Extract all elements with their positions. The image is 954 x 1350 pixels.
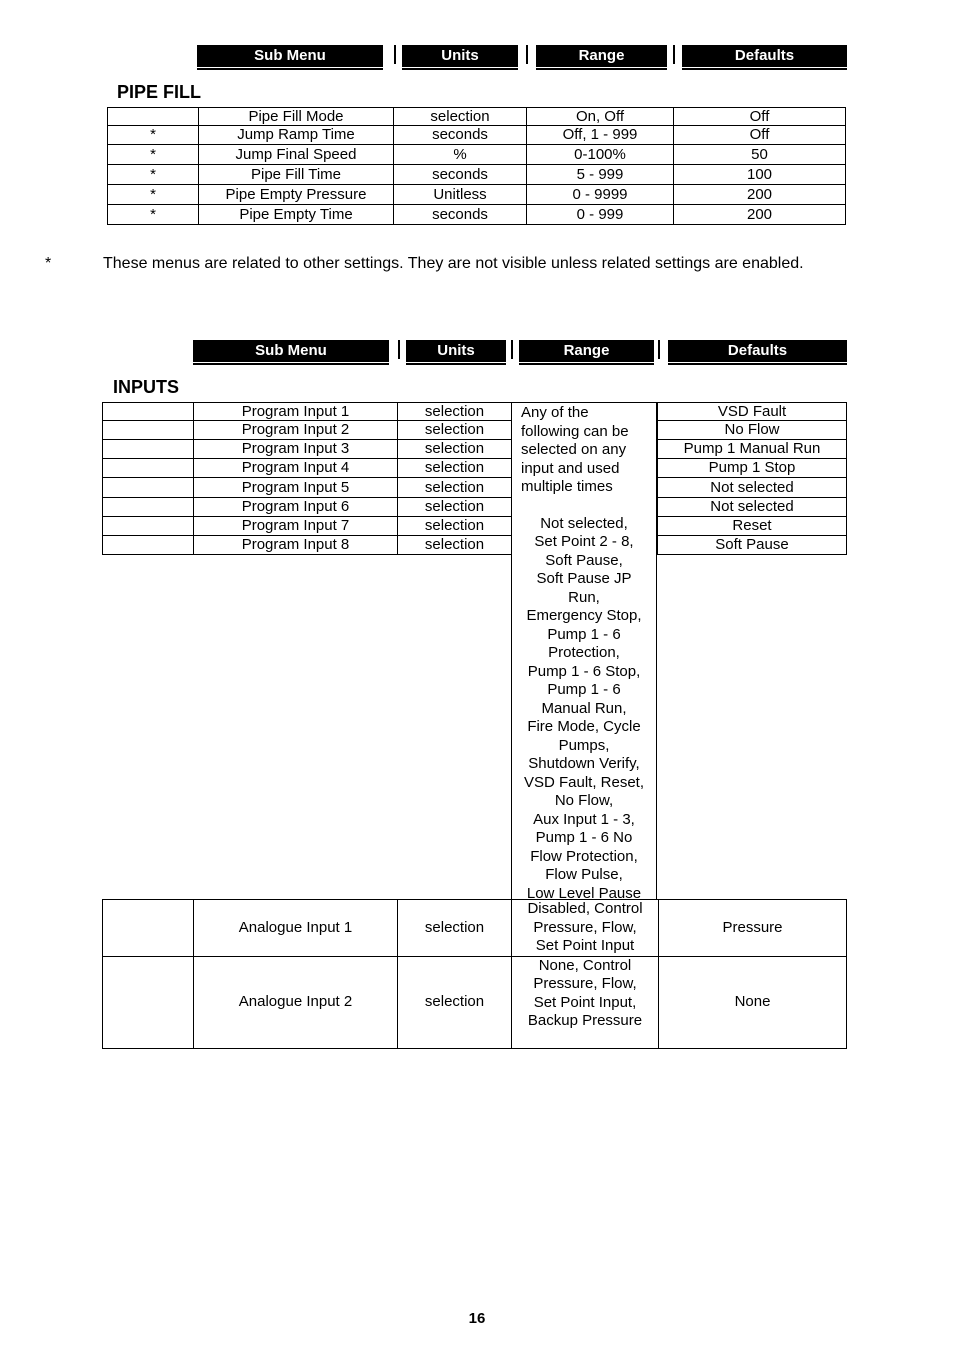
default-value: Reset — [658, 517, 847, 536]
default-value: Not selected — [658, 478, 847, 498]
row-marker-cell — [103, 440, 194, 459]
table-row — [103, 536, 512, 555]
units-value: selection — [394, 108, 527, 126]
header-divider — [398, 340, 400, 359]
sub-menu-name: Program Input 6 — [194, 498, 398, 517]
row-marker-cell — [103, 498, 194, 517]
default-value: No Flow — [658, 421, 847, 440]
sub-menu-name: Program Input 5 — [194, 478, 398, 498]
sub-menu-name: Program Input 2 — [194, 421, 398, 440]
sub-menu-name: Pipe Fill Time — [199, 165, 394, 185]
range-option: Run, — [568, 588, 600, 606]
related-setting-marker: * — [108, 165, 199, 185]
table-row — [103, 478, 512, 498]
range-line: Pressure, Flow, — [533, 975, 637, 992]
units-value: % — [394, 145, 527, 165]
sub-menu-name: Analogue Input 2 — [194, 956, 398, 1048]
default-value: 100 — [674, 165, 846, 185]
range-option: Set Point 2 - 8, — [534, 533, 634, 550]
sub-menu-name: Program Input 7 — [194, 517, 398, 536]
range-intro-text — [512, 403, 656, 497]
related-setting-marker: * — [108, 126, 199, 145]
sub-menu-name: Program Input 1 — [194, 403, 398, 421]
pipe-fill-table-body — [108, 108, 846, 225]
range-value — [512, 900, 659, 957]
related-setting-marker: * — [108, 185, 199, 205]
sub-menu-name: Jump Ramp Time — [199, 126, 394, 145]
units-value: selection — [398, 403, 512, 421]
default-value: Off — [674, 126, 846, 145]
units-value: selection — [398, 900, 512, 957]
header-defaults: Defaults — [668, 340, 847, 362]
units-value: selection — [398, 956, 512, 1048]
program-inputs-body — [103, 403, 512, 555]
row-marker-cell — [103, 536, 194, 555]
range-intro-line: input and used — [521, 459, 620, 477]
default-value: 200 — [674, 185, 846, 205]
range-intro-line: following can be — [521, 422, 629, 440]
related-setting-marker: * — [108, 205, 199, 225]
range-option: Not selected, — [540, 514, 628, 532]
units-value: selection — [398, 478, 512, 498]
range-intro-line: multiple times — [521, 478, 613, 495]
table-row — [108, 108, 846, 126]
range-value: 5 - 999 — [527, 165, 674, 185]
units-value: selection — [398, 517, 512, 536]
header-divider — [511, 340, 513, 359]
row-marker-cell — [103, 478, 194, 498]
program-input-range-cell — [511, 402, 657, 902]
table-row — [103, 956, 847, 1048]
header-divider — [658, 340, 660, 359]
units-value: seconds — [394, 126, 527, 145]
table-row — [103, 498, 512, 517]
table-row — [103, 900, 847, 957]
table-row — [658, 403, 847, 421]
units-value: selection — [398, 498, 512, 517]
analogue-inputs-body — [103, 900, 847, 1049]
row-marker-cell — [103, 403, 194, 421]
units-value: selection — [398, 421, 512, 440]
header-divider — [394, 45, 396, 64]
sub-menu-name: Pipe Empty Pressure — [199, 185, 394, 205]
range-intro-line: selected on any — [521, 441, 627, 458]
sub-menu-name: Pipe Empty Time — [199, 205, 394, 225]
range-option: Pumps, — [558, 736, 610, 754]
range-option: Manual Run, — [541, 699, 627, 717]
range-option: Protection, — [548, 644, 620, 661]
header-sub-menu: Sub Menu — [193, 340, 389, 362]
table-row — [103, 517, 512, 536]
range-line: Disabled, Control — [527, 900, 643, 917]
sub-menu-name: Pipe Fill Mode — [199, 108, 394, 126]
header-divider — [526, 45, 528, 64]
range-intro-line: Any of the — [521, 404, 589, 421]
range-option: Pump 1 - 6 — [547, 625, 621, 643]
units-value: seconds — [394, 165, 527, 185]
row-marker-cell — [103, 900, 194, 957]
sub-menu-name: Program Input 4 — [194, 459, 398, 478]
range-line: Set Point Input, — [533, 993, 637, 1011]
row-marker-cell — [103, 517, 194, 536]
range-option: Soft Pause JP — [536, 570, 632, 587]
table-row — [658, 498, 847, 517]
range-option: Flow Protection, — [530, 847, 638, 865]
default-value: Soft Pause — [658, 536, 847, 555]
table-row — [108, 205, 846, 225]
range-value: 0-100% — [527, 145, 674, 165]
range-option: Fire Mode, Cycle — [527, 718, 641, 735]
table-row — [658, 478, 847, 498]
default-value: Pump 1 Manual Run — [658, 440, 847, 459]
related-setting-marker: * — [108, 145, 199, 165]
range-option: Pump 1 - 6 — [547, 681, 621, 698]
section-title-inputs: INPUTS — [113, 377, 180, 397]
range-option: Shutdown Verify, — [528, 755, 640, 772]
table-row — [658, 536, 847, 555]
range-value — [512, 956, 659, 1048]
row-marker-cell — [103, 956, 194, 1048]
table-row — [103, 421, 512, 440]
default-value: 50 — [674, 145, 846, 165]
sub-menu-name: Analogue Input 1 — [194, 900, 398, 957]
footnote-symbol: * — [45, 255, 52, 272]
related-setting-marker — [108, 108, 199, 126]
range-value: 0 - 999 — [527, 205, 674, 225]
table-row — [658, 517, 847, 536]
table-row — [108, 145, 846, 165]
range-value: On, Off — [527, 108, 674, 126]
default-value: 200 — [674, 205, 846, 225]
header-units: Units — [406, 340, 506, 362]
footnote-text: These menus are related to other settings. They are not visible unless related settings are enabled. — [103, 255, 804, 272]
row-marker-cell — [103, 421, 194, 440]
units-value: selection — [398, 459, 512, 478]
range-option: Soft Pause, — [545, 551, 623, 569]
section-title-pipe-fill: PIPE FILL — [117, 82, 202, 102]
table-row — [658, 459, 847, 478]
sub-menu-name: Jump Final Speed — [199, 145, 394, 165]
range-line: Set Point Input — [535, 937, 635, 954]
sub-menu-name: Program Input 8 — [194, 536, 398, 555]
header-divider — [673, 45, 675, 64]
table-row — [108, 165, 846, 185]
range-option: Low Level Pause — [526, 884, 642, 902]
range-value: 0 - 9999 — [527, 185, 674, 205]
default-value: Pump 1 Stop — [658, 459, 847, 478]
table-row — [103, 403, 512, 421]
sub-menu-name: Program Input 3 — [194, 440, 398, 459]
range-option: Pump 1 - 6 Stop, — [527, 662, 641, 680]
analogue-inputs-table — [102, 899, 847, 1049]
header-units: Units — [402, 45, 518, 67]
units-value: seconds — [394, 205, 527, 225]
program-inputs-table — [102, 402, 512, 555]
header-sub-menu: Sub Menu — [197, 45, 383, 67]
range-line: Backup Pressure — [527, 1012, 643, 1029]
range-option: Pump 1 - 6 No — [535, 829, 633, 846]
default-value: Not selected — [658, 498, 847, 517]
row-marker-cell — [103, 459, 194, 478]
default-value: None — [659, 956, 847, 1048]
header-range: Range — [536, 45, 667, 67]
program-inputs-defaults-body — [658, 403, 847, 555]
range-option: No Flow, — [554, 792, 614, 809]
range-options-list — [512, 497, 656, 904]
pipe-fill-table — [107, 107, 846, 225]
default-value: Off — [674, 108, 846, 126]
table-row — [658, 440, 847, 459]
page-number: 16 — [468, 1310, 486, 1327]
column-header-bar-inputs — [193, 340, 847, 362]
table-row — [103, 459, 512, 478]
units-value: Unitless — [394, 185, 527, 205]
header-defaults: Defaults — [682, 45, 847, 67]
range-line: None, Control — [538, 956, 632, 974]
header-range: Range — [519, 340, 654, 362]
table-row — [658, 421, 847, 440]
units-value: selection — [398, 536, 512, 555]
range-option: VSD Fault, Reset, — [523, 773, 645, 791]
default-value: VSD Fault — [658, 403, 847, 421]
range-option: Aux Input 1 - 3, — [533, 810, 635, 828]
program-inputs-defaults-table — [657, 402, 847, 555]
range-value: Off, 1 - 999 — [527, 126, 674, 145]
table-row — [108, 126, 846, 145]
table-row — [103, 440, 512, 459]
default-value: Pressure — [659, 900, 847, 957]
range-option: Emergency Stop, — [526, 607, 642, 624]
column-header-bar-pipe-fill — [197, 45, 847, 67]
range-line: Pressure, Flow, — [533, 918, 637, 936]
units-value: selection — [398, 440, 512, 459]
table-row — [108, 185, 846, 205]
range-option: Flow Pulse, — [545, 866, 623, 883]
